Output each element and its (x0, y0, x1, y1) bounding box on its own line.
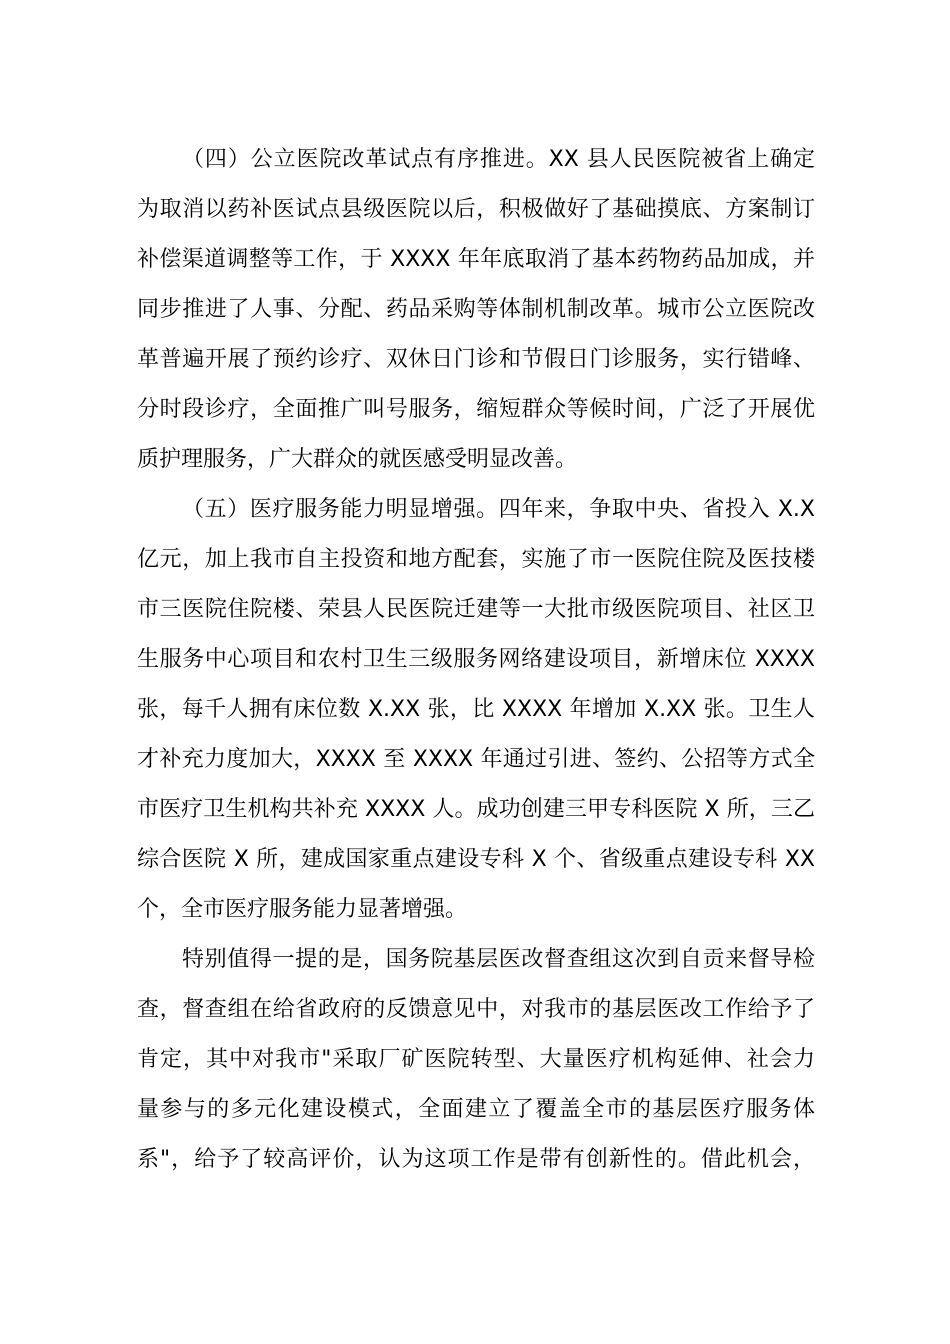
text-line: 分时段诊疗，全面推广叫号服务，缩短群众等候时间，广泛了开展优 (137, 397, 815, 422)
text-line: 综合医院 X 所，建成国家重点建设专科 X 个、省级重点建设专科 XX (137, 847, 815, 872)
text-line: 个，全市医疗服务能力显著增强。 (137, 897, 468, 922)
text-line: 市医疗卫生机构共补充 XXXX 人。成功创建三甲专科医院 X 所，三乙 (137, 797, 815, 822)
text-line: 同步推进了人事、分配、药品采购等体制机制改革。城市公立医院改 (137, 297, 815, 322)
text-line: （四）公立医院改革试点有序推进。XX 县人民医院被省上确定 (182, 147, 815, 172)
text-line: 才补充力度加大，XXXX 至 XXXX 年通过引进、签约、公招等方式全 (137, 747, 815, 772)
text-line: （五）医疗服务能力明显增强。四年来，争取中央、省投入 X.X (182, 497, 815, 522)
paragraph (137, 135, 815, 485)
document-page (137, 135, 815, 1185)
paragraph (137, 935, 815, 1185)
text-line: 革普遍开展了预约诊疗、双休日门诊和节假日门诊服务，实行错峰、 (137, 347, 815, 372)
text-line: 亿元，加上我市自主投资和地方配套，实施了市一医院住院及医技楼 (137, 547, 815, 572)
text-line: 查，督查组在给省政府的反馈意见中，对我市的基层医改工作给予了 (137, 997, 815, 1022)
text-line: 量参与的多元化建设模式，全面建立了覆盖全市的基层医疗服务体 (137, 1097, 815, 1122)
text-line: 补偿渠道调整等工作，于 XXXX 年年底取消了基本药物药品加成，并 (137, 247, 815, 272)
text-line: 市三医院住院楼、荣县人民医院迁建等一大批市级医院项目、社区卫 (137, 597, 815, 622)
paragraph (137, 485, 815, 935)
text-line: 质护理服务，广大群众的就医感受明显改善。 (137, 447, 578, 472)
text-line: 系"，给予了较高评价，认为这项工作是带有创新性的。借此机会， (137, 1147, 815, 1172)
text-line: 为取消以药补医试点县级医院以后，积极做好了基础摸底、方案制订 (137, 197, 815, 222)
text-line: 特别值得一提的是，国务院基层医改督查组这次到自贡来督导检 (182, 947, 815, 972)
text-line: 张，每千人拥有床位数 X.XX 张，比 XXXX 年增加 X.XX 张。卫生人 (137, 697, 815, 722)
text-line: 生服务中心项目和农村卫生三级服务网络建设项目，新增床位 XXXX (137, 647, 815, 672)
text-line: 肯定，其中对我市"采取厂矿医院转型、大量医疗机构延伸、社会力 (137, 1047, 815, 1072)
